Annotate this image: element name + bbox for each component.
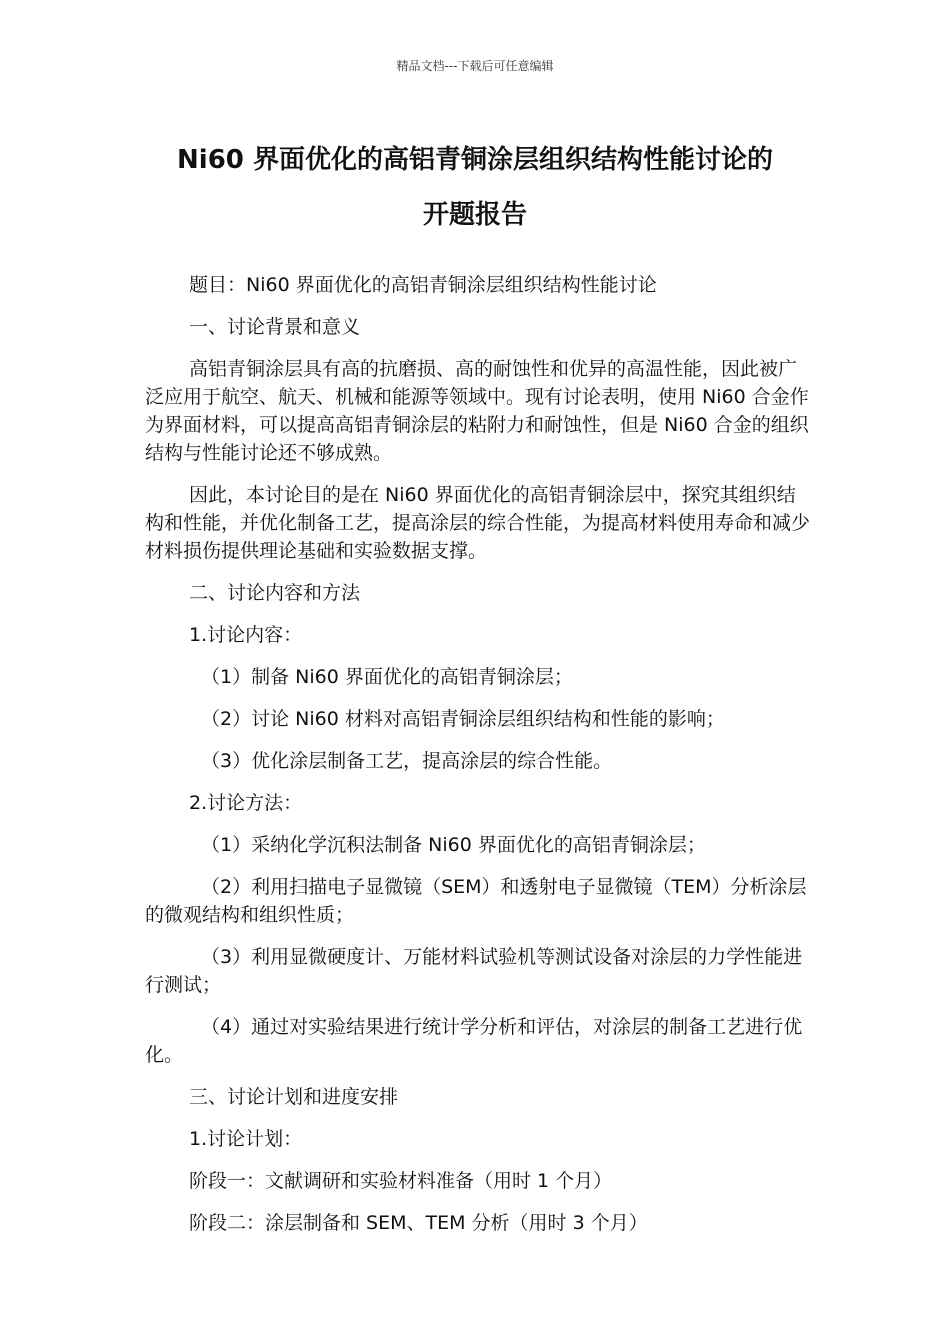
document-body [145, 271, 810, 1251]
section-heading-plan: 三、讨论计划和进度安排 [189, 1086, 399, 1108]
plan-stage-1: 阶段一：文献调研和实验材料准备（用时 1 个月） [189, 1170, 613, 1192]
content-item-1: （1）制备 Ni60 界面优化的高铝青铜涂层； [201, 666, 573, 688]
document-title-line-1: Ni60 界面优化的高铝青铜涂层组织结构性能讨论的 [177, 145, 773, 175]
header-note: 精品文档---下载后可任意编辑 [396, 59, 554, 73]
method-item-1: （1）采纳化学沉积法制备 Ni60 界面优化的高铝青铜涂层； [201, 834, 706, 856]
topic-line: 题目：Ni60 界面优化的高铝青铜涂层组织结构性能讨论 [189, 274, 657, 296]
method-item-2: （2）利用扫描电子显微镜（SEM）和透射电子显微镜（TEM）分析涂层的微观结构和组织性质； [145, 876, 807, 926]
plan-stage-2: 阶段二：涂层制备和 SEM、TEM 分析（用时 3 个月） [189, 1212, 648, 1234]
method-item-4: （4）通过对实验结果进行统计学分析和评估，对涂层的制备工艺进行优化。 [145, 1016, 803, 1066]
section-heading-content-methods: 二、讨论内容和方法 [189, 582, 361, 604]
section-heading-background: 一、讨论背景和意义 [189, 316, 361, 338]
subheading-methods: 2.讨论方法： [189, 792, 303, 814]
subheading-content: 1.讨论内容： [189, 624, 303, 646]
content-item-3: （3）优化涂层制备工艺，提高涂层的综合性能。 [201, 750, 613, 772]
document-title-line-2: 开题报告 [422, 200, 527, 230]
purpose-paragraph: 因此，本讨论目的是在 Ni60 界面优化的高铝青铜涂层中，探究其组织结构和性能，并优化制备工艺，提高涂层的综合性能，为提高材料使用寿命和减少材料损伤提供理论基础和实验数据支撑。 [145, 484, 811, 562]
content-item-2: （2）讨论 Ni60 材料对高铝青铜涂层组织结构和性能的影响； [201, 708, 725, 730]
subheading-plan: 1.讨论计划： [189, 1128, 303, 1150]
background-paragraph: 高铝青铜涂层具有高的抗磨损、高的耐蚀性和优异的高温性能，因此被广泛应用于航空、航天、机械和能源等领域中。现有讨论表明，使用 Ni60 合金作为界面材料，可以提高高铝青铜涂层的粘附力和耐蚀性，但是 Ni60 合金的组织结构与性能讨论还不够成熟。 [145, 358, 809, 464]
method-item-3: （3）利用显微硬度计、万能材料试验机等测试设备对涂层的力学性能进行测试； [145, 946, 803, 996]
